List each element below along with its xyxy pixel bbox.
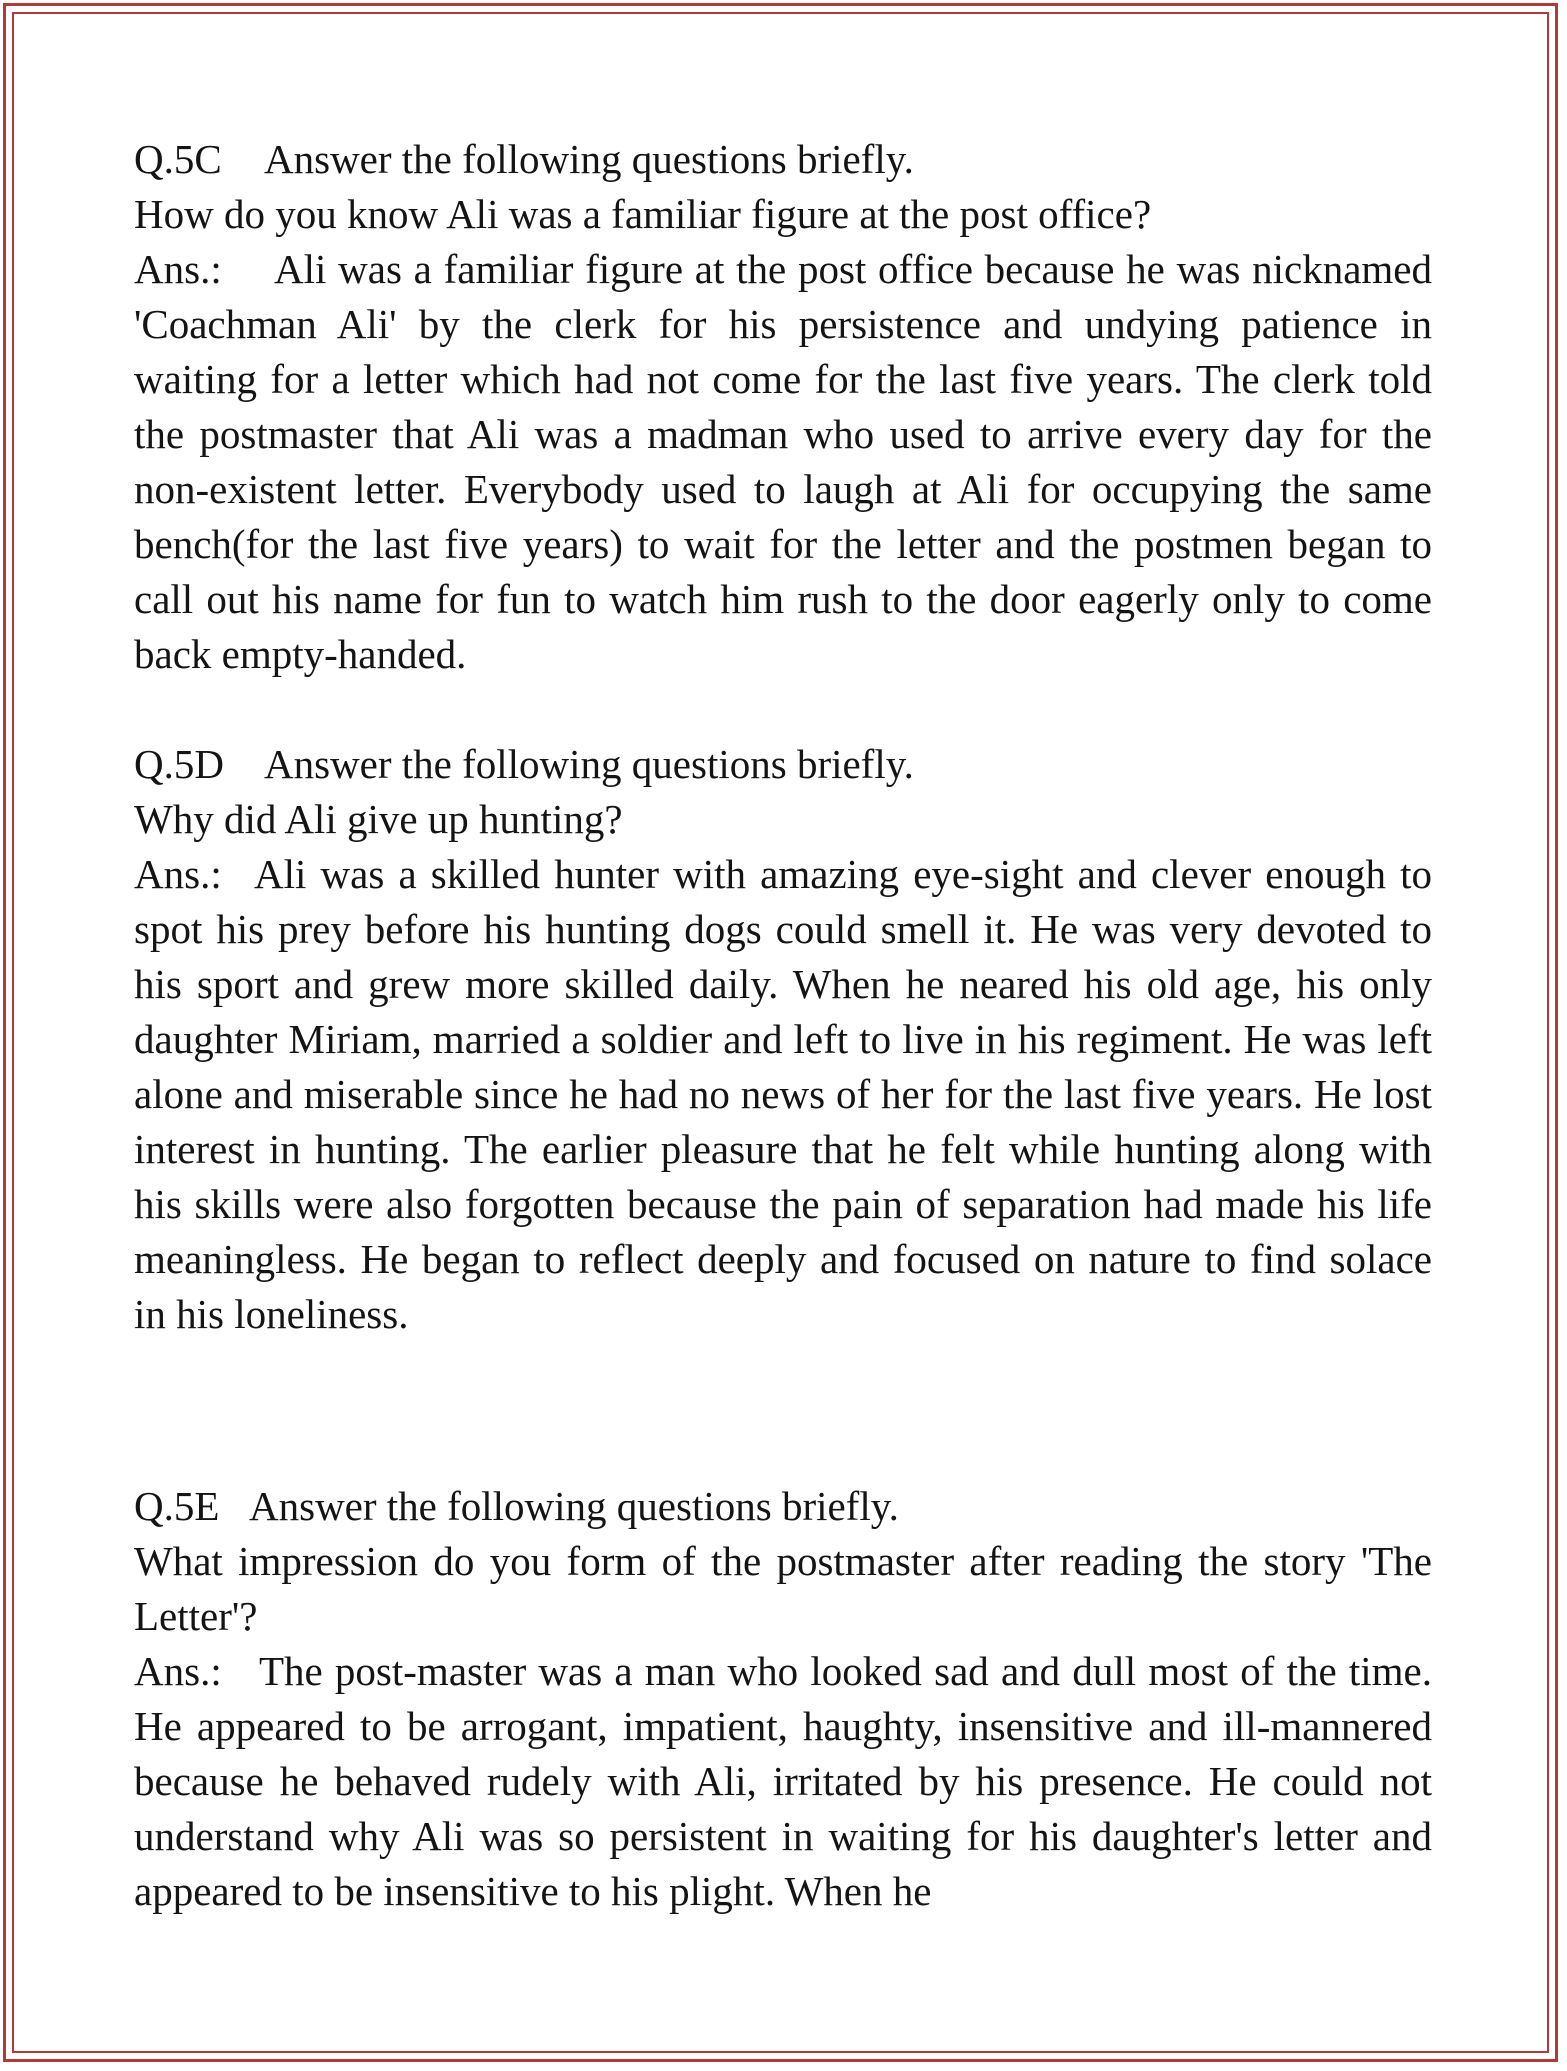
answer-paragraph xyxy=(134,1644,1432,1919)
section-spacer xyxy=(134,682,1432,737)
question-heading xyxy=(134,1479,1432,1534)
question-instruction: Answer the following questions briefly. xyxy=(264,136,914,182)
question-text: What impression do you form of the postmaster after reading the story 'The Letter'? xyxy=(134,1538,1432,1639)
document-page xyxy=(134,132,1432,1919)
answer-label: Ans.: xyxy=(134,246,222,292)
question-section-q5c xyxy=(134,132,1432,682)
answer-text: The post-master was a man who looked sad and dull most of the time. He appeared to be arrogant, impatient, haughty, insensitive and ill-mannered because he behaved rudely with Ali, irritated by his presence. He could not understand why Ali was so persistent in waiting for his daughter's letter and appeared to be insensitive to his plight. When he xyxy=(134,1648,1432,1914)
question-heading xyxy=(134,737,1432,792)
answer-text: Ali was a skilled hunter with amazing eye-sight and clever enough to spot his prey before his hunting dogs could smell it. He was very devoted to his sport and grew more skilled daily. When he neared his old age, his only daughter Miriam, married a soldier and left to live in his regiment. He was left alone and miserable since he had no news of her for the last five years. He lost interest in hunting. The earlier pleasure that he felt while hunting along with his skills were also forgotten because the pain of separation had made his life meaningless. He began to reflect deeply and focused on nature to find solace in his loneliness. xyxy=(134,851,1432,1337)
answer-label: Ans.: xyxy=(134,1648,222,1694)
answer-paragraph xyxy=(134,242,1432,682)
question-number: Q.5C xyxy=(134,136,222,182)
question-instruction: Answer the following questions briefly. xyxy=(249,1483,899,1529)
question-section-q5d xyxy=(134,737,1432,1342)
section-spacer xyxy=(134,1342,1432,1479)
question-number: Q.5E xyxy=(134,1483,220,1529)
question-section-q5e xyxy=(134,1479,1432,1919)
answer-paragraph xyxy=(134,847,1432,1342)
question-instruction: Answer the following questions briefly. xyxy=(264,741,914,787)
question-text: Why did Ali give up hunting? xyxy=(134,796,623,842)
answer-text: Ali was a familiar figure at the post office because he was nicknamed 'Coachman Ali' by the clerk for his persistence and undying patience in waiting for a letter which had not come for the last five years. The clerk told the postmaster that Ali was a madman who used to arrive every day for the non-existent letter. Everybody used to laugh at Ali for occupying the same bench(for the last five years) to wait for the letter and the postmen began to call out his name for fun to watch him rush to the door eagerly only to come back empty-handed. xyxy=(134,246,1432,677)
question-heading xyxy=(134,132,1432,187)
question-number: Q.5D xyxy=(134,741,224,787)
answer-label: Ans.: xyxy=(134,851,222,897)
question-text: How do you know Ali was a familiar figure at the post office? xyxy=(134,191,1152,237)
